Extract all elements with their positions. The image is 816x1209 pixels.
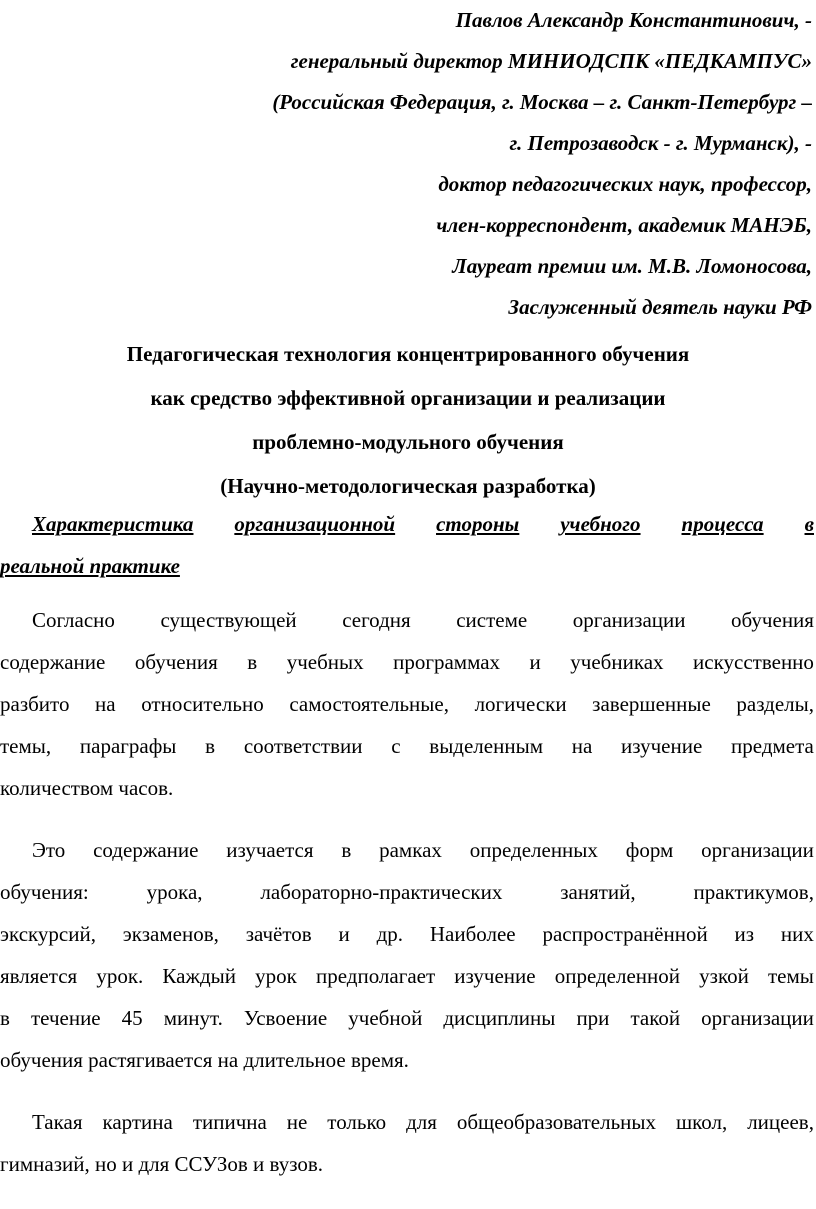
- paragraph-word: определенных: [469, 838, 598, 862]
- title-line: проблемно-модульного обучения: [252, 430, 564, 454]
- paragraph-line: [0, 641, 814, 683]
- paragraph-line: [0, 829, 814, 871]
- paragraph-word: лабораторно-практических: [260, 880, 503, 904]
- paragraph-word: Усвоение: [243, 1006, 328, 1030]
- paragraph-word: картина: [102, 1110, 173, 1134]
- paragraph-line: [0, 599, 814, 641]
- paragraph-word: Согласно: [32, 608, 115, 632]
- paragraph-word: программах: [393, 650, 501, 674]
- paragraph-word: экскурсий,: [0, 922, 96, 946]
- paragraph-word: типична: [192, 1110, 267, 1134]
- paragraph-line: [0, 683, 814, 725]
- paragraph-line: гимназий, но и для ССУЗов и вузов.: [0, 1152, 324, 1176]
- paragraph-word: изучается: [226, 838, 314, 862]
- paragraph-word: лицеев,: [747, 1110, 814, 1134]
- paragraph-word: форм: [625, 838, 674, 862]
- paragraph-word: и: [529, 650, 541, 674]
- heading-word: в: [804, 512, 814, 536]
- paragraph-word: содержание: [0, 650, 106, 674]
- paragraph-word: в: [341, 838, 352, 862]
- paragraph-word: урок.: [96, 964, 144, 988]
- title-line: как средство эффективной организации и реализации: [150, 386, 666, 410]
- heading-word: организационной: [234, 512, 396, 536]
- paragraph-word: учебной: [348, 1006, 423, 1030]
- paragraph-word: соответствии: [243, 734, 363, 758]
- paragraph-word: учебных: [286, 650, 364, 674]
- paragraph-word: на: [571, 734, 593, 758]
- paragraph-line: [0, 955, 814, 997]
- paragraph-word: изучение: [454, 964, 536, 988]
- paragraph-word: рамках: [379, 838, 442, 862]
- paragraph-word: такой: [630, 1006, 681, 1030]
- author-info: [12, 0, 812, 328]
- paragraph: [0, 599, 814, 809]
- document-title: [0, 332, 816, 508]
- paragraph-word: сегодня: [342, 608, 411, 632]
- paragraph-line: [0, 997, 814, 1039]
- paragraph-word: урок: [255, 964, 297, 988]
- author-line: Лауреат премии им. М.В. Ломоносова,: [452, 254, 812, 278]
- paragraph-word: Такая: [32, 1110, 83, 1134]
- paragraph-word: организации: [572, 608, 686, 632]
- paragraph-word: темы: [767, 964, 814, 988]
- paragraph-word: при: [576, 1006, 610, 1030]
- title-line: (Научно-методологическая разработка): [220, 474, 596, 498]
- paragraph-word: на: [95, 692, 116, 716]
- author-line: Заслуженный деятель науки РФ: [508, 295, 812, 319]
- paragraph-word: и: [338, 922, 350, 946]
- paragraph-word: узкой: [699, 964, 749, 988]
- paragraph-word: школ,: [675, 1110, 728, 1134]
- paragraph-word: обучения: [731, 608, 814, 632]
- paragraph-word: предмета: [731, 734, 814, 758]
- paragraph-word: выделенным: [429, 734, 543, 758]
- paragraph-word: является: [0, 964, 78, 988]
- paragraph-word: др.: [376, 922, 404, 946]
- section-heading-line-1: [0, 503, 814, 545]
- paragraph-word: течение: [30, 1006, 101, 1030]
- paragraph-word: темы,: [0, 734, 52, 758]
- paragraph-line: обучения растягивается на длительное время.: [0, 1048, 409, 1072]
- paragraph-word: практикумов,: [693, 880, 814, 904]
- heading-word: процесса: [681, 512, 764, 536]
- paragraph-word: для: [406, 1110, 437, 1134]
- paragraph-word: разбито: [0, 692, 70, 716]
- paragraph-line: [0, 1101, 814, 1143]
- paragraph-word: занятий,: [560, 880, 636, 904]
- paragraph-word: параграфы: [79, 734, 177, 758]
- paragraph-word: Это: [32, 838, 66, 862]
- paragraph-word: организации: [701, 1006, 814, 1030]
- author-line: г. Петрозаводск - г. Мурманск), -: [509, 131, 812, 155]
- paragraph-word: завершенные: [592, 692, 711, 716]
- paragraph-word: них: [780, 922, 814, 946]
- author-line: Павлов Александр Константинович, -: [455, 8, 812, 32]
- paragraph-word: предполагает: [315, 964, 436, 988]
- title-line: Педагогическая технология концентрированного обучения: [126, 342, 690, 366]
- paragraph-word: урока,: [146, 880, 203, 904]
- paragraph-word: с: [391, 734, 401, 758]
- heading-word: Характеристика: [32, 512, 194, 536]
- paragraph-word: не: [286, 1110, 308, 1134]
- paragraph-word: распространённой: [542, 922, 708, 946]
- paragraph-word: в: [247, 650, 258, 674]
- author-line: (Российская Федерация, г. Москва – г. Санкт-Петербург –: [272, 90, 812, 114]
- paragraph-word: только: [327, 1110, 387, 1134]
- paragraph-line: [0, 913, 814, 955]
- paragraph-word: в: [0, 1006, 10, 1030]
- paragraph-word: учебниках: [570, 650, 664, 674]
- paragraph-line: количеством часов.: [0, 776, 174, 800]
- author-line: член-корреспондент, академик МАНЭБ,: [436, 213, 812, 237]
- paragraph-word: логически: [474, 692, 567, 716]
- paragraph-line: [0, 725, 814, 767]
- paragraph-word: существующей: [160, 608, 297, 632]
- paragraph-word: минут.: [163, 1006, 223, 1030]
- heading-word: учебного: [560, 512, 641, 536]
- paragraph-word: самостоятельные,: [289, 692, 449, 716]
- paragraph-word: зачётов: [245, 922, 312, 946]
- heading-word: стороны: [436, 512, 520, 536]
- paragraph-word: содержание: [93, 838, 199, 862]
- paragraph-word: общеобразовательных: [456, 1110, 657, 1134]
- paragraph-word: в: [205, 734, 216, 758]
- paragraph-word: искусственно: [693, 650, 814, 674]
- paragraph-word: разделы,: [736, 692, 814, 716]
- section-heading-line-2: реальной практике: [0, 554, 180, 578]
- paragraph-word: Наиболее: [429, 922, 516, 946]
- paragraph-word: обучения: [134, 650, 218, 674]
- paragraph-word: Каждый: [162, 964, 236, 988]
- author-line: генеральный директор МИНИОДСПК «ПЕДКАМПУС»: [290, 49, 812, 73]
- paragraph-word: обучения:: [0, 880, 89, 904]
- paragraph-word: определенной: [554, 964, 681, 988]
- paragraph: [0, 1101, 814, 1185]
- paragraph-word: системе: [456, 608, 528, 632]
- paragraph-word: изучение: [621, 734, 703, 758]
- paragraph-word: из: [734, 922, 755, 946]
- author-line: доктор педагогических наук, профессор,: [438, 172, 812, 196]
- paragraph-word: экзаменов,: [122, 922, 219, 946]
- section-heading: [0, 503, 816, 587]
- paragraph-line: [0, 871, 814, 913]
- paragraph: [0, 829, 814, 1081]
- paragraph-word: организации: [701, 838, 814, 862]
- paragraph-word: 45: [121, 1006, 143, 1030]
- paragraph-word: относительно: [141, 692, 264, 716]
- paragraph-word: дисциплины: [443, 1006, 556, 1030]
